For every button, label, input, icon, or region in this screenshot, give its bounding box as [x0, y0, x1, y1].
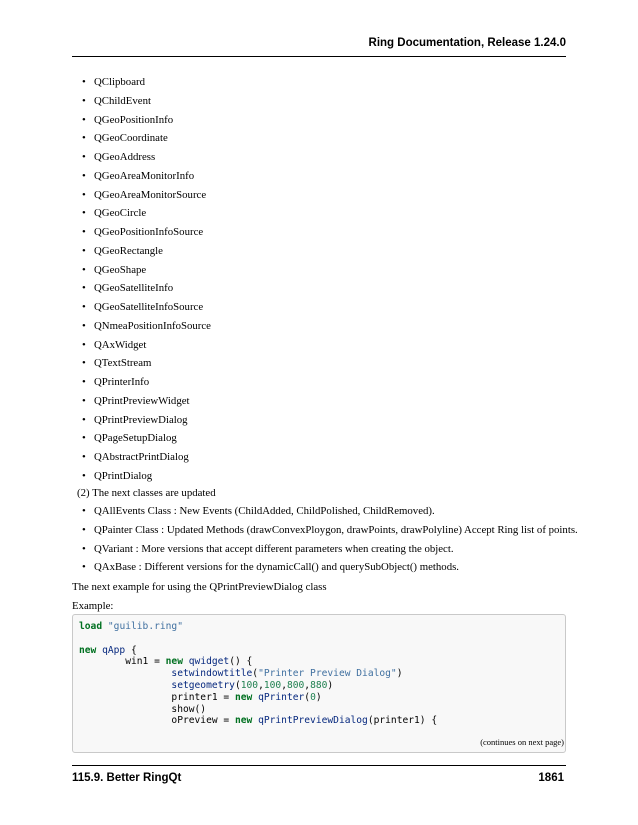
list-item: • QPageSetupDialog: [72, 429, 566, 448]
code-line: setwindowtitle("Printer Preview Dialog"): [171, 668, 403, 680]
bullet-icon: •: [82, 94, 86, 107]
updated-classes-list: [72, 502, 578, 577]
bullet-icon: •: [82, 542, 86, 555]
list-item: • QGeoAreaMonitorInfo: [72, 167, 566, 186]
list-item: • QTextStream: [72, 354, 566, 373]
list-item: • QGeoSatelliteInfoSource: [72, 298, 566, 317]
list-item: • QPrintPreviewDialog: [72, 411, 566, 430]
bullet-icon: •: [82, 301, 86, 313]
list-item: • QGeoSatelliteInfo: [72, 279, 566, 298]
code-line: new qApp {: [79, 644, 137, 656]
bullet-icon: •: [82, 523, 86, 536]
list-item: • QGeoCoordinate: [72, 129, 566, 148]
running-header: Ring Documentation, Release 1.24.0: [368, 37, 566, 49]
list-item: • QClipboard: [72, 73, 566, 92]
bullet-icon: •: [82, 319, 86, 332]
bullet-icon: •: [82, 561, 86, 574]
bullet-icon: •: [82, 151, 86, 163]
list-item: • QVariant : More versions that accept different parameters when creating the object.: [72, 540, 572, 559]
list-item: • QAxBase : Different versions for the dynamicCall() and querySubObject() methods.: [72, 558, 572, 577]
numbered-heading: (2) The next classes are updated: [77, 487, 216, 499]
list-item: • QPainter Class : Updated Methods (drawConvexPloygon, drawPoints, drawPolyline) Accept Ring list of points.: [72, 521, 572, 540]
bullet-icon: •: [82, 469, 86, 482]
list-item: • QPrintPreviewWidget: [72, 392, 566, 411]
code-line: oPreview = new qPrintPreviewDialog(printer1) {: [171, 715, 438, 727]
code-line: printer1 = new qPrinter(0): [171, 691, 322, 703]
bullet-icon: •: [82, 451, 86, 463]
intro-paragraph: The next example for using the QPrintPreviewDialog class: [72, 581, 327, 593]
list-item: • QGeoAreaMonitorSource: [72, 186, 566, 205]
bullet-icon: •: [82, 505, 86, 517]
footer-rule: [72, 765, 566, 766]
list-item: • QNmeaPositionInfoSource: [72, 317, 566, 336]
bullet-icon: •: [82, 188, 86, 201]
code-line: win1 = new qwidget() {: [125, 656, 253, 668]
list-item: • QAxWidget: [72, 336, 566, 355]
bullet-icon: •: [82, 76, 86, 88]
bullet-icon: •: [82, 169, 86, 182]
continues-note: (continues on next page): [480, 737, 564, 747]
bullet-icon: •: [82, 282, 86, 295]
example-label: Example:: [72, 600, 114, 612]
code-text: [73, 615, 565, 733]
code-line: load "guilib.ring": [79, 621, 183, 632]
list-item: • QGeoAddress: [72, 148, 566, 167]
bullet-icon: •: [82, 263, 86, 276]
list-item: • QGeoPositionInfoSource: [72, 223, 566, 242]
list-item: • QChildEvent: [72, 92, 566, 111]
list-item: • QPrintDialog: [72, 467, 566, 486]
list-item: • QGeoCircle: [72, 204, 566, 223]
bullet-icon: •: [82, 132, 86, 145]
bullet-icon: •: [82, 244, 86, 257]
list-item: • QAllEvents Class : New Events (ChildAdded, ChildPolished, ChildRemoved).: [72, 502, 572, 521]
bullet-icon: •: [82, 338, 86, 351]
code-line: setgeometry(100,100,800,880): [171, 679, 334, 691]
bullet-icon: •: [82, 357, 86, 370]
code-block: [72, 614, 566, 753]
page-number: 1861: [538, 772, 564, 784]
bullet-icon: •: [82, 394, 86, 407]
bullet-icon: •: [82, 413, 86, 426]
footer-section-title: 115.9. Better RingQt: [72, 772, 182, 784]
list-item: • QGeoRectangle: [72, 242, 566, 261]
bullet-icon: •: [82, 226, 86, 238]
list-item: • QAbstractPrintDialog: [72, 448, 566, 467]
list-item: • QGeoShape: [72, 261, 566, 280]
code-line: show(): [171, 703, 207, 715]
bullet-icon: •: [82, 113, 86, 126]
bullet-icon: •: [82, 376, 86, 388]
class-list: [72, 73, 566, 486]
list-item: • QGeoPositionInfo: [72, 111, 566, 130]
bullet-icon: •: [82, 432, 86, 445]
bullet-icon: •: [82, 207, 86, 220]
list-item: • QPrinterInfo: [72, 373, 566, 392]
header-rule: [72, 56, 566, 57]
